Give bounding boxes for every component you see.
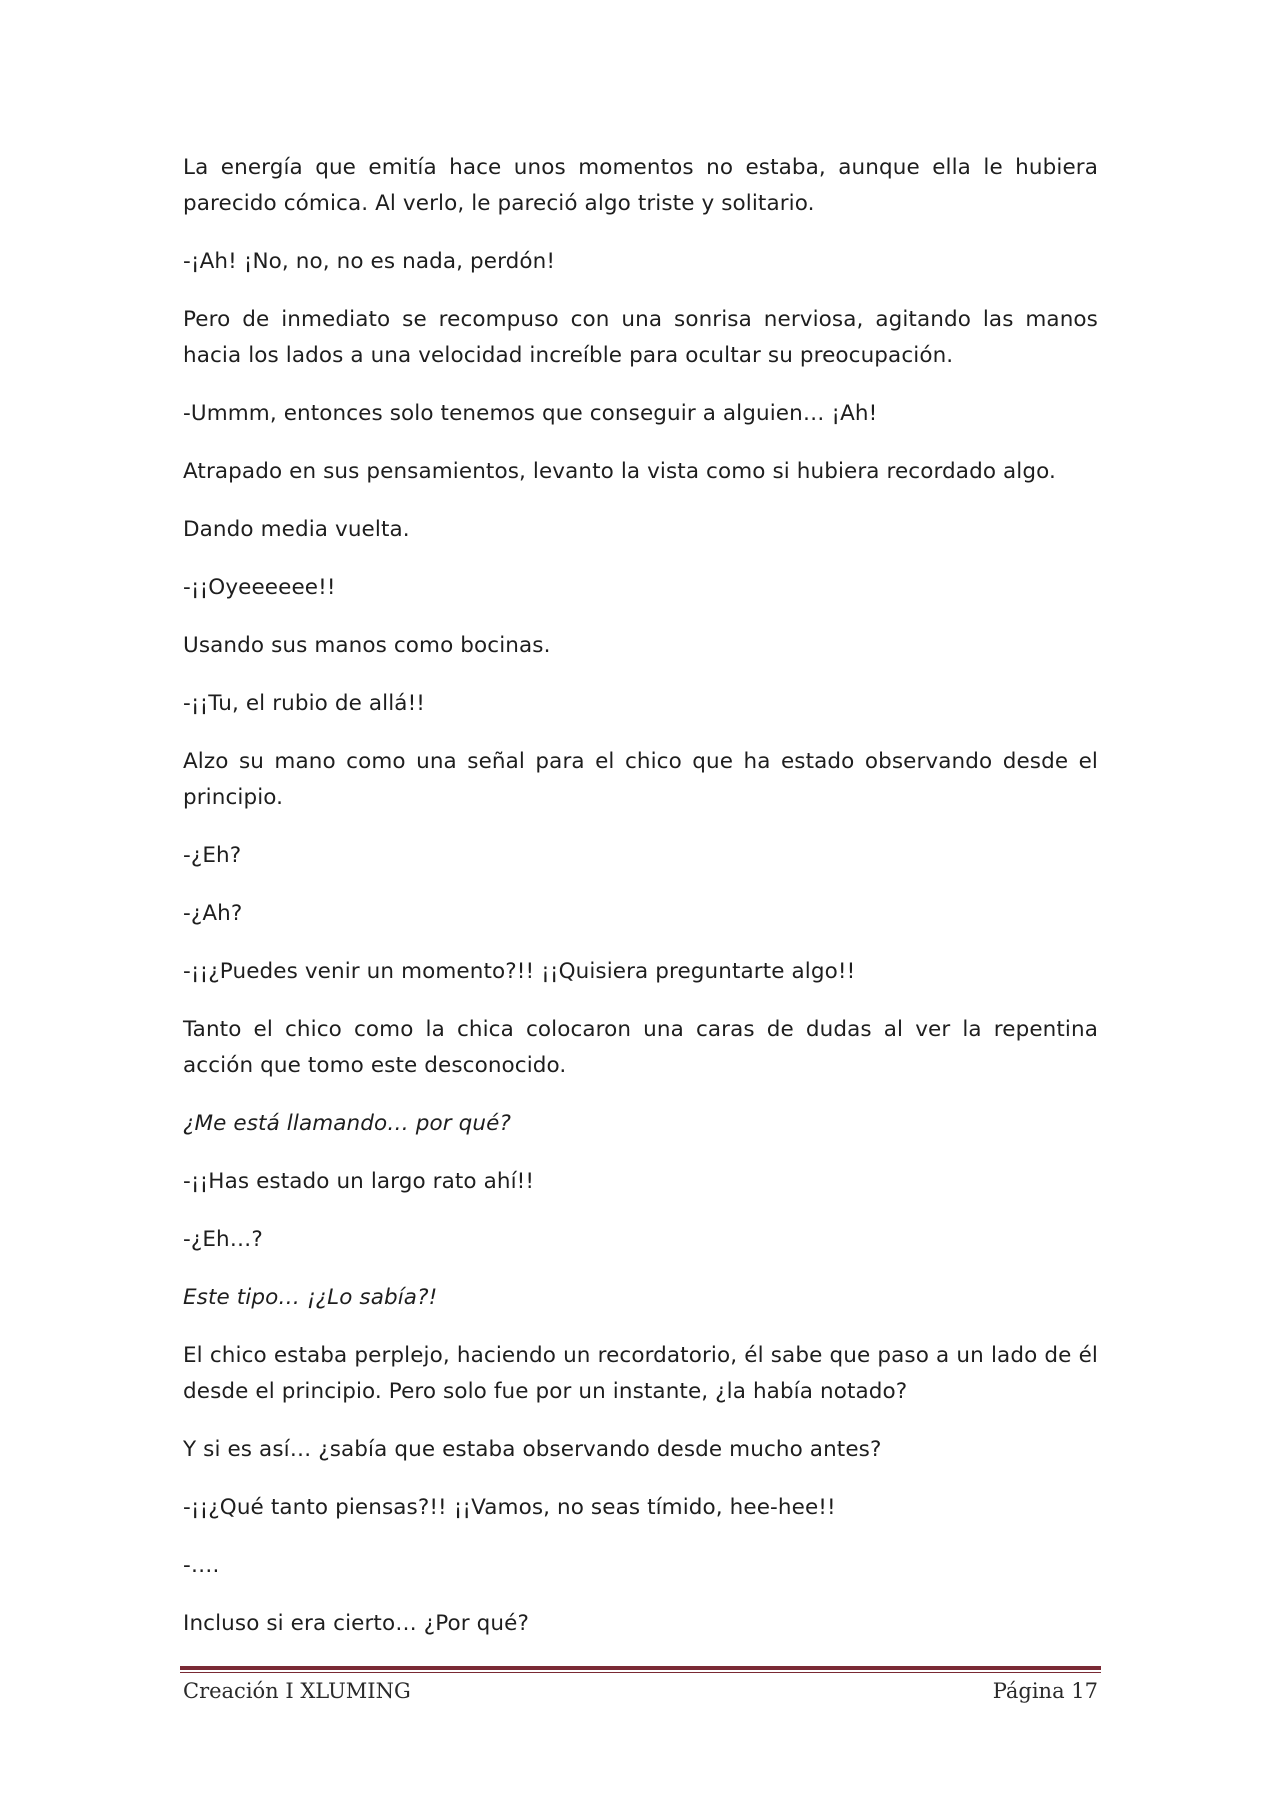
paragraph: Pero de inmediato se recompuso con una sonrisa nerviosa, agitando las manos hacia los lados a una velocidad increíble para ocultar su preocupación. <box>183 307 1098 368</box>
footer-rule-thick <box>180 1666 1101 1670</box>
paragraph: -¡¡¿Qué tanto piensas?!! ¡¡Vamos, no seas tímido, hee-hee!! <box>183 1495 836 1520</box>
paragraph: Y si es así… ¿sabía que estaba observando desde mucho antes? <box>183 1437 882 1462</box>
paragraph: -¡¡Has estado un largo rato ahí!! <box>183 1169 535 1194</box>
paragraph: Atrapado en sus pensamientos, levanto la vista como si hubiera recordado algo. <box>183 459 1056 484</box>
paragraph: El chico estaba perplejo, haciendo un recordatorio, él sabe que paso a un lado de él desde el principio. Pero solo fue por un instante, ¿la había notado? <box>183 1343 1098 1404</box>
paragraph: -¿Eh…? <box>183 1227 263 1252</box>
body-text <box>183 150 1098 1664</box>
page-number: Página 17 <box>992 1679 1098 1703</box>
footer-rule-thin <box>180 1672 1101 1673</box>
paragraph: La energía que emitía hace unos momentos no estaba, aunque ella le hubiera parecido cómica. Al verlo, le pareció algo triste y solitario. <box>183 155 1098 216</box>
paragraph: -¡¡¿Puedes venir un momento?!! ¡¡Quisiera preguntarte algo!! <box>183 959 856 984</box>
paragraph: -…. <box>183 1553 220 1578</box>
paragraph: Tanto el chico como la chica colocaron una caras de dudas al ver la repentina acción que tomo este desconocido. <box>183 1017 1098 1078</box>
footer-author: Creación I XLUMING <box>183 1679 411 1703</box>
paragraph: Este tipo… ¡¿Lo sabía?! <box>183 1285 438 1310</box>
paragraph: -¡Ah! ¡No, no, no es nada, perdón! <box>183 249 556 274</box>
paragraph: Alzo su mano como una señal para el chico que ha estado observando desde el principio. <box>183 749 1098 810</box>
paragraph: -¿Ah? <box>183 901 243 926</box>
paragraph: Incluso si era cierto… ¿Por qué? <box>183 1611 529 1636</box>
paragraph: -¿Eh? <box>183 843 242 868</box>
paragraph: Usando sus manos como bocinas. <box>183 633 551 658</box>
footer-rule <box>180 1666 1101 1673</box>
paragraph: -¡¡Oyeeeeee!! <box>183 575 336 600</box>
paragraph: ¿Me está llamando… por qué? <box>183 1111 511 1136</box>
paragraph: -¡¡Tu, el rubio de allá!! <box>183 691 426 716</box>
page-footer <box>183 1679 1098 1703</box>
paragraph: Dando media vuelta. <box>183 517 410 542</box>
paragraph: -Ummm, entonces solo tenemos que conseguir a alguien… ¡Ah! <box>183 401 878 426</box>
